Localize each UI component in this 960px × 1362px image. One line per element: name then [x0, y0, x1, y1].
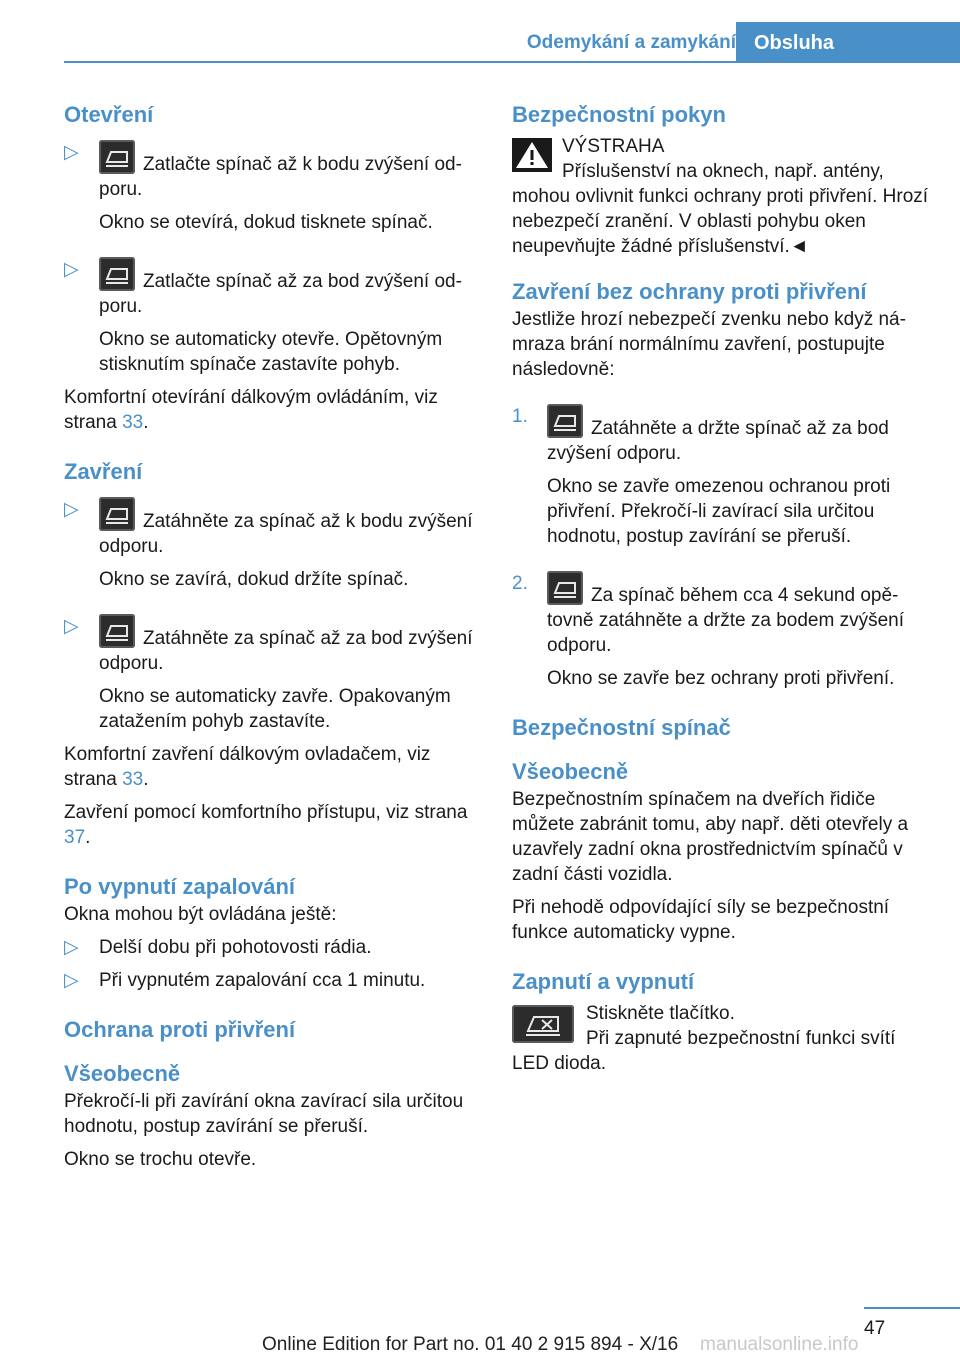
list-item-text: Zatáhněte za spínač až za bod zvýšení odporu. [99, 628, 473, 674]
list-item-detail: Okno se automaticky otevře. Opětovným stisknutím spínače zastavíte pohyb. [99, 329, 443, 375]
list-item-detail: Okno se zavře omezenou ochranou proti přivření. Překročí-li zavírací sila určitou hodnotu, postup zavírání se přeruší. [547, 476, 891, 547]
window-lock-button-icon [512, 1005, 574, 1043]
paragraph: Stiskněte tlačítko. [586, 1003, 735, 1024]
paragraph: Zavření pomocí komfortního přístupu, viz strana 37. [64, 802, 468, 848]
step-number: 2. [512, 573, 528, 594]
heading-open: Otevření [64, 102, 154, 127]
window-switch-icon [547, 571, 583, 605]
footer-edition: Online Edition for Part no. 01 40 2 915 894 - X/16 [262, 1334, 679, 1355]
list-item-text: Zatlačte spínač až k bodu zvýšení odporu. [99, 154, 462, 200]
heading-safety-switch: Bezpečnostní spínač [512, 715, 731, 740]
list-item-detail: Okno se otevírá, dokud tisknete spínač. [99, 212, 433, 233]
list-item-text: Zatáhněte a držte spínač až za bod zvýšení odporu. [547, 418, 889, 464]
heading-general: Všeobecně [64, 1061, 181, 1086]
page-link[interactable]: 37 [64, 827, 86, 848]
bullet-icon: ▷ [64, 937, 79, 958]
window-switch-icon [99, 140, 135, 174]
page-link[interactable]: 33 [122, 412, 144, 433]
heading-safety-note: Bezpečnostní pokyn [512, 102, 726, 127]
page-header [0, 0, 960, 62]
heading-close-without-protection: Zavření bez ochrany proti přivření [512, 279, 867, 304]
paragraph: Bezpečnostním spínačem na dveřích řidiče můžete zabránit tomu, aby např. děti otevřely a uzavřely zadní okna prostřednictvím spínačů v zadní části vozidla. [512, 789, 909, 885]
page-link[interactable]: 33 [122, 769, 144, 790]
paragraph: Okna mohou být ovládána ještě: [64, 904, 337, 925]
bullet-icon: ▷ [64, 970, 79, 991]
paragraph: Při nehodě odpovídající síly se bezpečnostní funkce automaticky vypne. [512, 897, 890, 943]
warning-label: VÝSTRAHA [562, 136, 665, 157]
list-item [64, 140, 480, 202]
warning-block [512, 134, 932, 259]
window-switch-icon [99, 257, 135, 291]
list-item [512, 571, 932, 658]
heading-general: Všeobecně [512, 759, 629, 784]
footer-rule [864, 1307, 960, 1309]
bullet-icon: ▷ [64, 259, 79, 280]
right-column [512, 100, 932, 1084]
paragraph: Překročí-li při zavírání okna zavírací sila určitou hodnotu, postup zavírání se přeruší. [64, 1091, 464, 1137]
list-item [512, 404, 932, 466]
lock-block [512, 1001, 932, 1076]
warning-triangle-icon [512, 138, 552, 172]
paragraph: Okno se trochu otevře. [64, 1149, 257, 1170]
bullet-icon: ▷ [64, 499, 79, 520]
list-item-detail: Okno se zavírá, dokud držíte spínač. [99, 569, 409, 590]
list-item-text: Zatlačte spínač až za bod zvýšení odporu. [99, 271, 462, 317]
window-switch-icon [99, 614, 135, 648]
footer-watermark: manualsonline.info [700, 1334, 859, 1355]
page-number: 47 [864, 1318, 886, 1339]
header-chapter-tab: Obsluha [736, 22, 960, 62]
list-item [64, 257, 480, 319]
list-item [64, 935, 480, 960]
paragraph: Komfortní zavření dálkovým ovladačem, viz strana 33. [64, 744, 431, 790]
list-item [64, 968, 480, 993]
paragraph: Jestliže hrozí nebezpečí zvenku nebo když námraza brání normálnímu zavření, postupujte následovně: [512, 309, 906, 380]
list-item-text: Za spínač během cca 4 sekund opětovně zatáhněte a držte za bodem zvýšení odporu. [547, 585, 904, 656]
window-switch-icon [99, 497, 135, 531]
header-section-title: Odemykání a zamykání [526, 32, 736, 53]
left-column [64, 100, 480, 1180]
header-rule [64, 61, 960, 63]
list-item-text: Při vypnutém zapalování cca 1 minutu. [99, 970, 426, 991]
window-switch-icon [547, 404, 583, 438]
bullet-icon: ▷ [64, 616, 79, 637]
heading-pinch-protection: Ochrana proti přivření [64, 1017, 296, 1042]
list-item-detail: Okno se automaticky zavře. Opakovaným zatažením pohyb zastavíte. [99, 686, 451, 732]
heading-ignition: Po vypnutí zapalování [64, 874, 296, 899]
list-item [64, 614, 480, 676]
paragraph: Při zapnuté bezpečnostní funkci svítí LED dioda. [512, 1028, 896, 1074]
paragraph: Komfortní otevírání dálkovým ovládáním, viz strana 33. [64, 387, 438, 433]
bullet-icon: ▷ [64, 142, 79, 163]
list-item [64, 497, 480, 559]
list-item-text: Zatáhněte za spínač až k bodu zvýšení odporu. [99, 511, 473, 557]
step-number: 1. [512, 406, 528, 427]
heading-on-off: Zapnutí a vypnutí [512, 969, 695, 994]
heading-close: Zavření [64, 459, 143, 484]
list-item-text: Delší dobu při pohotovosti rádia. [99, 937, 372, 958]
list-item-detail: Okno se zavře bez ochrany proti přivření. [547, 668, 895, 689]
warning-text: Příslušenství na oknech, např. antény, mohou ovlivnit funkci ochrany proti přivření. Hrozí nebezpečí zranění. V oblasti pohybu oken neupevňujte žádné příslušenství.◄ [512, 161, 929, 257]
